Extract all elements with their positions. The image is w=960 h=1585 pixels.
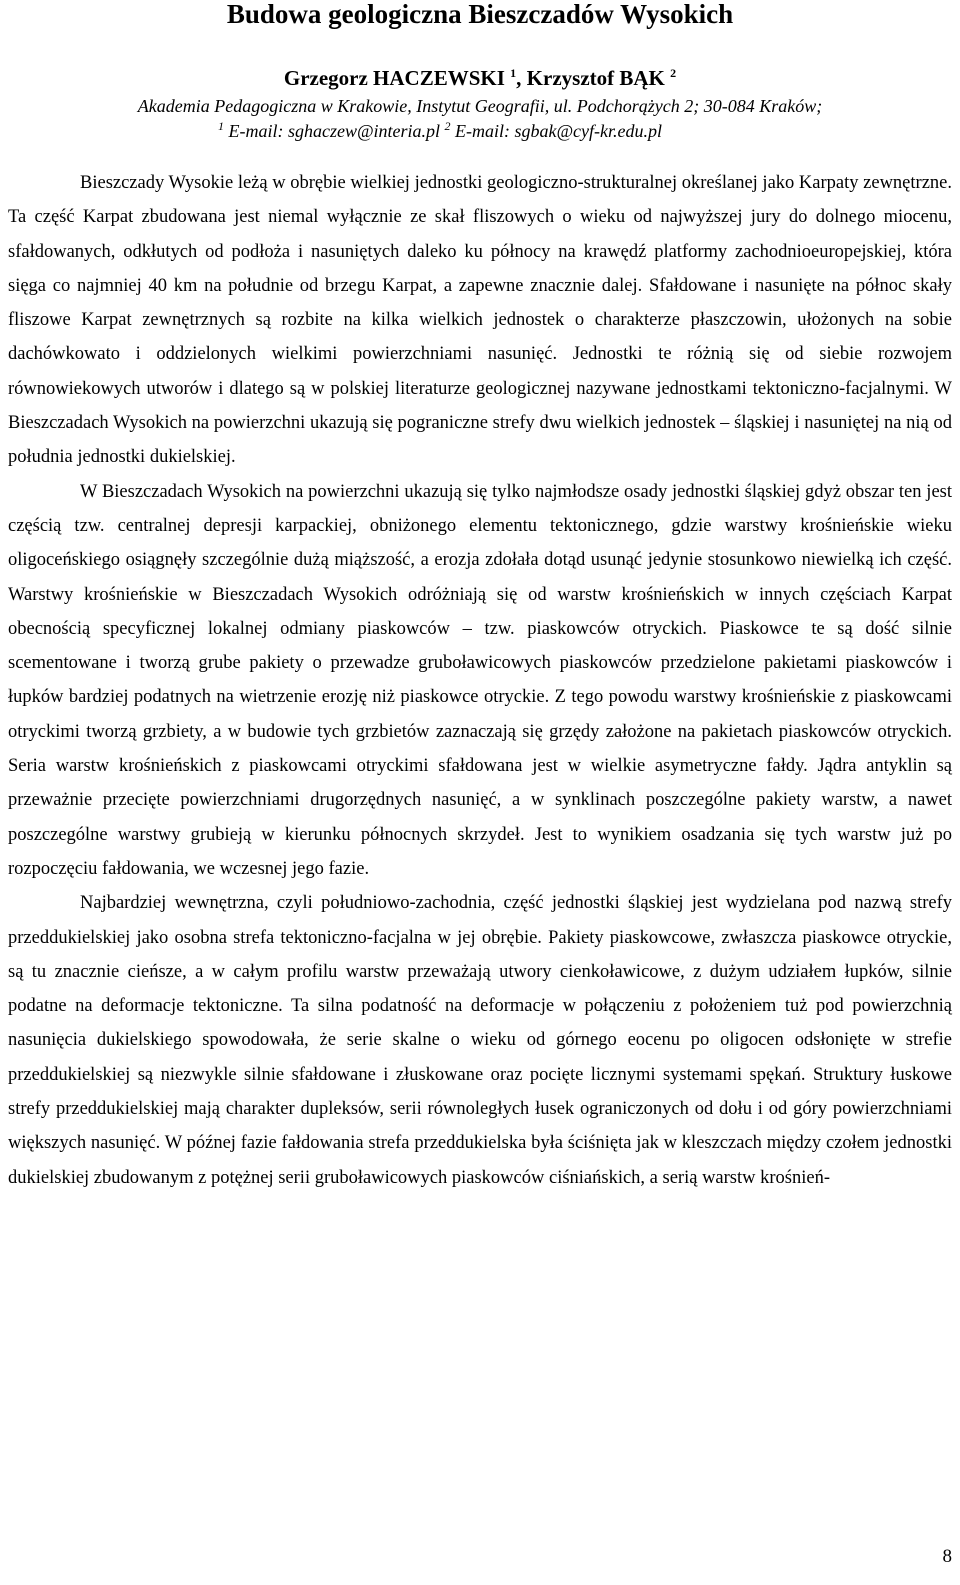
author-footnote-mark: 1	[510, 66, 517, 80]
affiliation: Akademia Pedagogiczna w Krakowie, Instytut Geografii, ul. Podchorążych 2; 30-084 Kraków;	[137, 96, 823, 116]
email-footnote-mark: 2	[444, 119, 451, 133]
page-number: 8	[942, 1546, 952, 1567]
author-name: Grzegorz HACZEWSKI	[283, 66, 505, 90]
paragraph: Najbardziej wewnętrzna, czyli południowo-zachodnia, część jednostki śląskiej jest wydzielana pod nazwą strefy przeddukielskiej jako osobna strefa tektoniczno-facjalna w jej obrębie. Pakiety piaskowcowe, zwłaszcza piaskowce otryckie, są tu znacznie cieńsze, a w całym profilu warstw przeważają utwory cienkoławicowe, z dużym udziałem łupków, silnie podatne na deformacje tektoniczne. Ta silna podatność na deformacje w połączeniu z położeniem tuż pod powierzchnią nasunięcia dukielskiego spowodowała, że serie skalne o wieku od górnego eocenu po oligocen odsłonięte w strefie przeddukielskiej są niezwykle silnie sfałdowane i złuskowane oraz pocięte licznymi systemami spękań. Struktury łuskowe strefy przeddukielskiej mają charakter dupleksów, serii równoległych łusek ograniczonych od dołu i od góry powierzchniami większych nasunięć. W późnej fazie fałdowania strefa przeddukielska była ściśnięta jak w kleszczach między czołem jednostki dukielskiej zbudowanym z potężnej serii gruboławicowych piaskowców ciśniańskich, a serią warstw krośnień-	[8, 893, 952, 1188]
body-text	[8, 166, 952, 1195]
author-email: E-mail: sgbak@cyf-kr.edu.pl	[450, 121, 663, 141]
paragraph: Bieszczady Wysokie leżą w obrębie wielkiej jednostki geologiczno-strukturalnej określanej jako Karpaty zewnętrzne. Ta część Karpat zbudowana jest niemal wyłącznie ze skał fliszowych o wieku od najwyższej jury do dolnego miocenu, sfałdowanych, odkłutych od podłoża i nasuniętych daleko ku północy na krawędź platformy zachodnioeuropejskiej, która sięga co najmniej 40 km na południe od brzegu Karpat, a zapewne znacznie dalej. Sfałdowane i nasunięte na północ skały fliszowe Karpat zewnętrznych są rozbite na kilka wielkich jednostek o charakterze płaszczowin, ułożonych na sobie dachówkowato i oddzielonych wielkimi powierzchniami nasunięć. Jednostki te różnią się od siebie rozwojem równowiekowych utworów i dlatego są w polskiej literaturze geologicznej nazywane jednostkami tektoniczno-facjalnymi. W Bieszczadach Wysokich na powierzchni ukazują się pograniczne strefy dwu wielkich jednostek – śląskiej i nasuniętej na nią od południa jednostki dukielskiej.	[8, 173, 952, 468]
paragraph: W Bieszczadach Wysokich na powierzchni ukazują się tylko najmłodsze osady jednostki śląskiej gdyż obszar ten jest częścią tzw. centralnej depresji karpackiej, obniżonego elementu tektonicznego, gdzie warstwy krośnieńskie wieku oligoceńskiego osiągnęły szczególnie dużą miąższość, a erozja zdołała dotąd usunąć jedynie stosunkowo niewielką ich część. Warstwy krośnieńskie w Bieszczadach Wysokich odróżniają się od warstw krośnieńskich w innych częściach Karpat obecnością specyficznej lokalnej odmiany piaskowców – tzw. piaskowców otryckich. Piaskowce te są dość silnie scementowane i tworzą grube pakiety o przewadze gruboławicowych piaskowców przedzielone pakietami piaskowców i łupków bardziej podatnych na wietrzenie erozję niż piaskowce otryckie. Z tego powodu warstwy krośnieńskie z piaskowcami otryckimi tworzą grzbiety, a w budowie tych grzbietów zaznaczają się grzędy założone na pakietach piaskowców otryckich. Seria warstw krośnieńskich z piaskowcami otryckimi sfałdowana jest w wielkie asymetryczne fałdy. Jądra antyklin są przeważnie przecięte powierzchniami drugorzędnych nasunięć, a w synklinach poszczególne pakiety warstw, a nawet poszczególne warstwy grubieją w kierunku północnych skrzydeł. Jest to wynikiem osadzania się tych warstw już po rozpoczęciu fałdowania, we wczesnej jego fazie.	[8, 481, 952, 879]
author-separator: ,	[516, 66, 527, 90]
author-footnote-mark: 2	[670, 66, 677, 80]
authors-line	[0, 66, 960, 90]
author-name: Krzysztof BĄK	[526, 66, 665, 90]
author-emails	[0, 121, 920, 141]
author-email: E-mail: sghaczew@interia.pl	[223, 121, 445, 141]
email-footnote-mark: 1	[217, 119, 224, 133]
document-title: Budowa geologiczna Bieszczadów Wysokich	[226, 0, 734, 29]
